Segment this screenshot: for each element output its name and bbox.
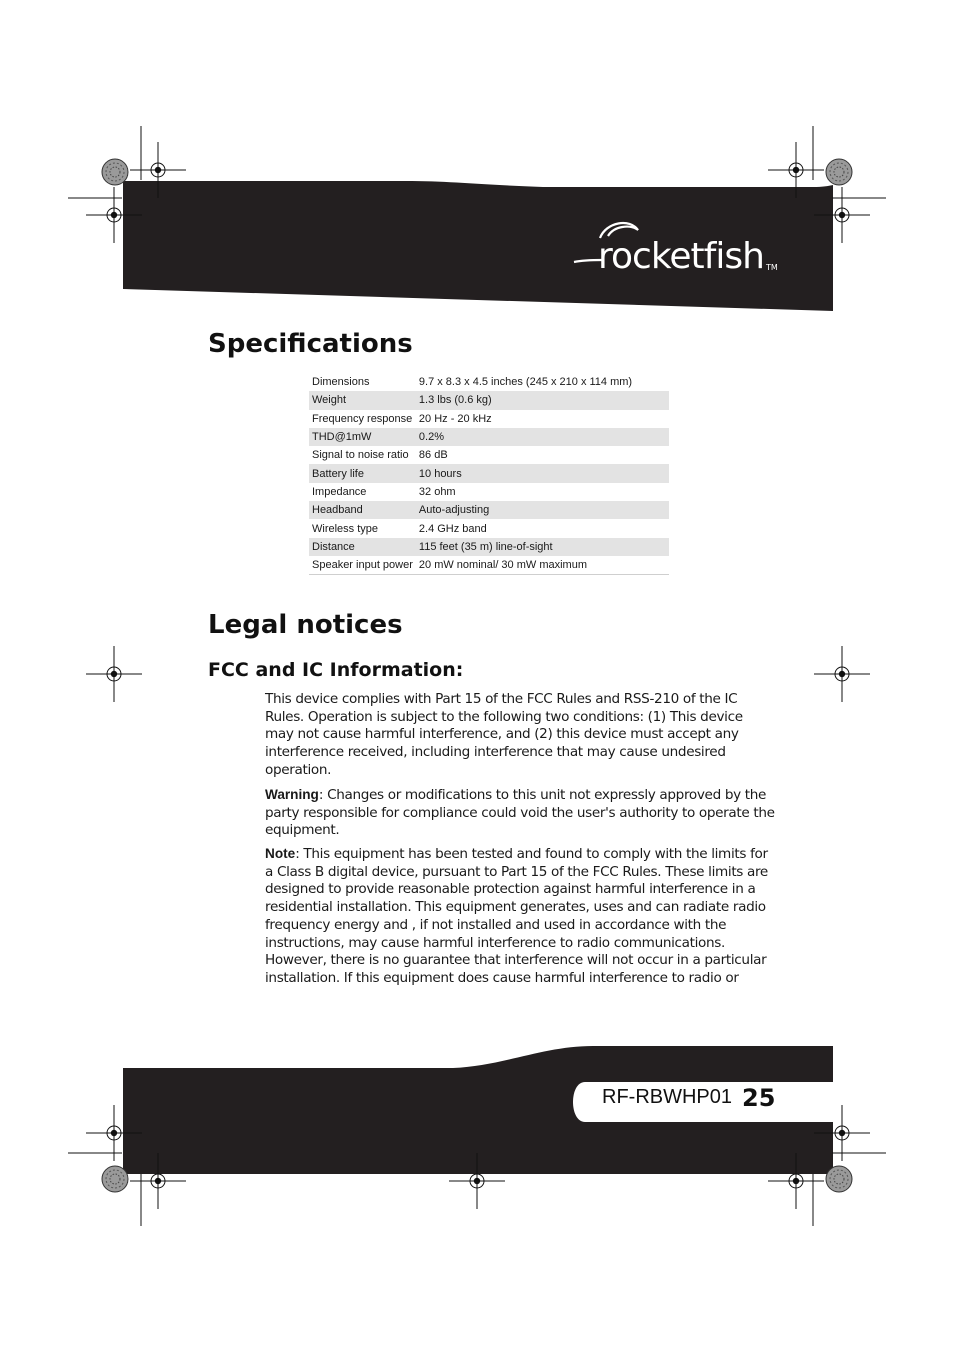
spec-value: 115 feet (35 m) line-of-sight: [416, 538, 669, 556]
registration-target-icon: [130, 142, 186, 198]
spec-value: 20 mW nominal/ 30 mW maximum: [416, 556, 669, 575]
registration-star-icon: [102, 159, 128, 185]
registration-target-icon: [130, 1153, 186, 1209]
registration-star-icon: [826, 1166, 852, 1192]
registration-target-icon: [86, 646, 142, 702]
spec-value: 9.7 x 8.3 x 4.5 inches (245 x 210 x 114 mm): [418, 376, 633, 389]
registration-star-icon: [102, 1166, 128, 1192]
registration-target-icon: [86, 187, 142, 243]
spec-value: 1.3 lbs (0.6 kg): [416, 391, 669, 409]
spec-value: 86 dB: [418, 449, 448, 462]
spec-label: Battery life: [309, 464, 416, 482]
spec-value: 32 ohm: [418, 485, 456, 498]
spec-value: 2.4 GHz band: [418, 522, 487, 535]
spec-value: 20 Hz - 20 kHz: [418, 412, 492, 425]
spec-label: Speaker input power: [309, 556, 416, 575]
spec-label: Signal to noise ratio: [312, 449, 409, 462]
spec-label: Distance: [309, 538, 416, 556]
legal-notices-heading: Legal notices: [208, 610, 403, 640]
page-number: 25: [742, 1084, 776, 1112]
model-number: RF-RBWHP01: [602, 1086, 733, 1108]
spec-label: Impedance: [312, 485, 367, 498]
rocketfish-logo: rocketfish: [598, 236, 764, 277]
fcc-compliance-paragraph: This device complies with Part 15 of the FCC Rules and RSS-210 of the IC Rules. Operation is subject to the following two conditions: (1) This device may not cause harmful interference, and (2) this device must accept any interference received, including interference that may cause undesired operation.: [265, 691, 743, 778]
crop-lines: [68, 126, 886, 1226]
registration-target-icon: [449, 1153, 505, 1209]
spec-label: Dimensions: [312, 376, 370, 389]
registration-target-icon: [814, 187, 870, 243]
spec-label: Weight: [309, 391, 416, 409]
spec-label: Wireless type: [312, 522, 379, 535]
note-label: Note: [265, 846, 296, 861]
spec-label: Frequency response: [312, 412, 413, 425]
registration-star-icon: [826, 159, 852, 185]
warning-text: : Changes or modifications to this unit not expressly approved by the party responsible for compliance could void the user's authority to operate the equipment.: [265, 787, 775, 839]
spec-value: Auto-adjusting: [416, 501, 669, 519]
spec-value: 0.2%: [416, 428, 669, 446]
spec-value: 10 hours: [416, 464, 669, 482]
registration-target-icon: [768, 1153, 824, 1209]
registration-target-icon: [768, 142, 824, 198]
note-text: : This equipment has been tested and found to comply with the limits for a Class B digital device, pursuant to Part 15 of the FCC Rules. These limits are designed to provide reasonable protection against harmful interference in a residential installation. This equipment generates, uses and can radiate radio frequency energy and , if not installed and used in accordance with the instructions, may cause harmful interference to radio communications. However, there is no guarantee that interference will not occur in a particular installation. If this equipment does cause harmful interference to radio or: [265, 846, 768, 986]
fcc-ic-heading: FCC and IC Information:: [208, 659, 464, 681]
specifications-heading: Specifications: [208, 329, 413, 359]
trademark-mark: TM: [766, 263, 778, 272]
warning-label: Warning: [265, 787, 319, 802]
spec-label: Headband: [309, 501, 416, 519]
registration-target-icon: [814, 646, 870, 702]
spec-label: THD@1mW: [309, 428, 416, 446]
